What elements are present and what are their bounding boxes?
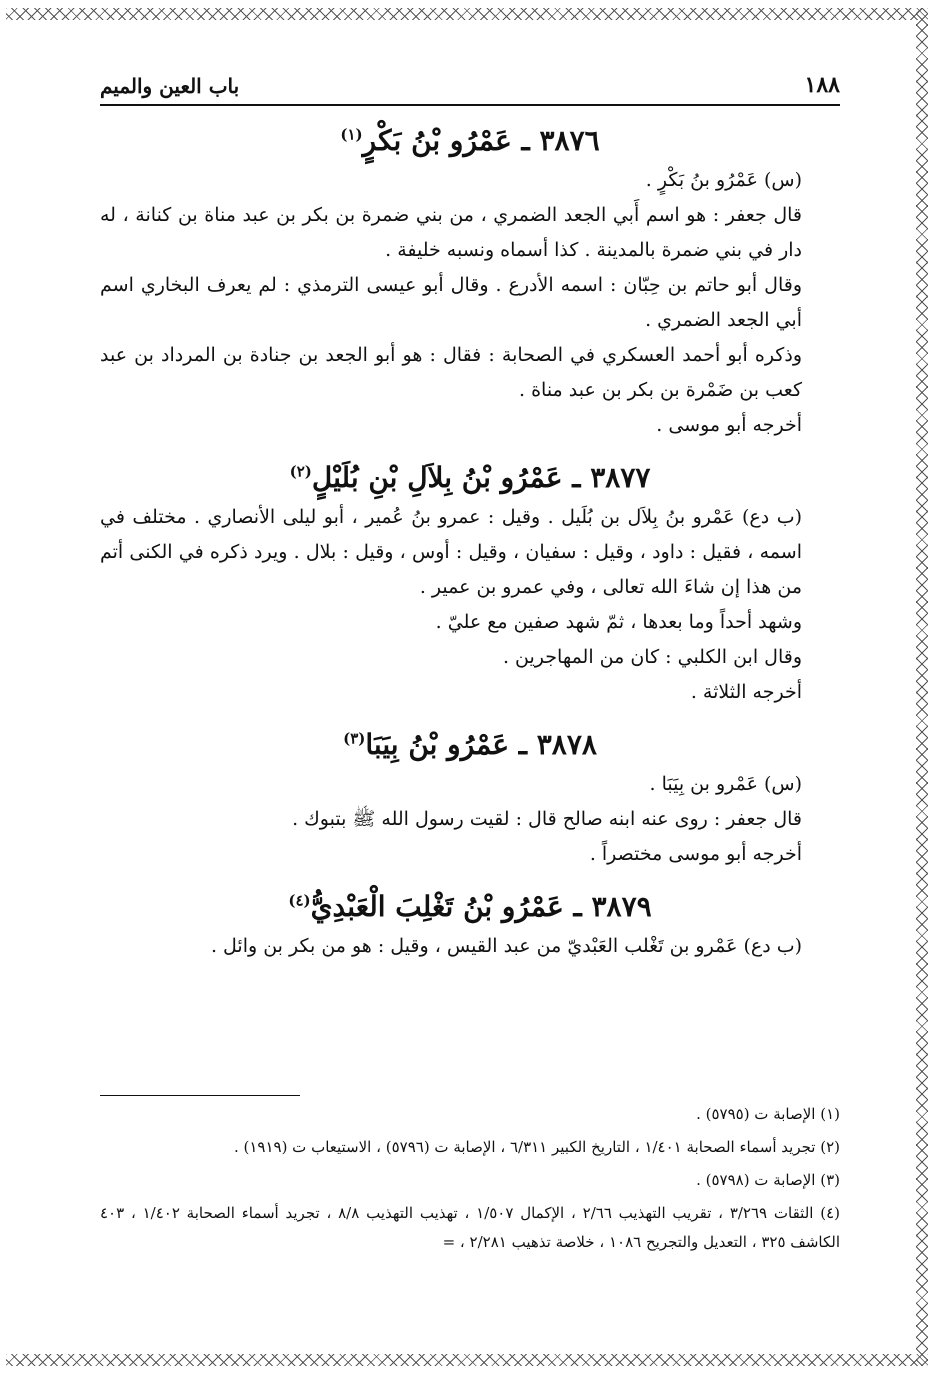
paragraph: (ب دع) عَمْرو بنُ بِلاَل بن بُلَيل . وقيل : عمرو بنُ عُمير ، أبو ليلى الأنصاري . مختلف في اسمه ، فقيل : داود ، وقيل : سفيان ، وقيل : أوس ، وقيل : بلال . ويرد ذكره في الكنى أتم من هذا إن شاءَ الله تعالى ، وفي عمرو بن عمير . (100, 506, 802, 598)
footnote: (٢) تجريد أسماء الصحابة ١/٤٠١ ، التاريخ الكبير ٦/٣١١ ، الإصابة ت (٥٧٩٦) ، الاستيعاب ت (١٩١٩) . (233, 1138, 840, 1156)
entry-title (100, 124, 840, 157)
entry-3877 (100, 461, 840, 710)
entry-title-text: ٣٨٧٩ ـ عَمْرُو بْنُ تَغْلِبَ الْعَبْدِيُّ (310, 890, 652, 923)
paragraph: (ب دع) عَمْرو بن تَغْلب العَبْديّ من عبد القيس ، وقيل : هو من بكر بن وائل . (210, 935, 802, 957)
decorative-border-right (916, 8, 928, 1366)
paragraph: أخرجه أبو موسى . (656, 414, 802, 436)
page-number: ١٨٨ (804, 72, 840, 98)
entry-3876 (100, 124, 840, 443)
footnote: (٤) الثقات ٣/٢٦٩ ، تقريب التهذيب ٢/٦٦ ، الإكمال ١/٥٠٧ ، تهذيب التهذيب ٨/٨ ، تجريد أسماء الصحابة ١/٤٠٢ ، ٤٠٣ الكاشف ٣٢٥ ، التعديل والتجريح ١٠٨٦ ، خلاصة تذهيب ٢/٢٨١ ، = (100, 1204, 840, 1251)
entry-title (100, 728, 840, 761)
entry-3879 (100, 890, 840, 964)
paragraph: قال جعفر : روى عنه ابنه صالح قال : لقيت رسول الله ﷺ بتبوك . (292, 808, 802, 830)
paragraph: وقال أبو حاتم بن حِبّان : اسمه الأدرع . وقال أبو عيسى الترمذي : لم يعرف البخاري اسم أبي الجعد الضمري . (100, 274, 802, 331)
paragraph: (س) عَمْرو بن بِيَبَا . (649, 773, 802, 795)
paragraph: وقال ابن الكلبي : كان من المهاجرين . (502, 646, 802, 668)
paragraph: (س) عَمْرُو بنُ بَكْرٍ . (645, 169, 802, 191)
footnote-ref: (٢) (289, 462, 312, 481)
entry-title (100, 461, 840, 494)
footnote: (١) الإصابة ت (٥٧٩٥) . (696, 1105, 840, 1123)
paragraph: أخرجه الثلاثة . (690, 681, 802, 703)
footnote-ref: (٣) (343, 729, 366, 748)
entry-title-text: ٣٨٧٧ ـ عَمْرُو بْنُ بِلاَلِ بْنِ بُلَيْلٍ (311, 461, 651, 494)
footnotes (100, 1095, 840, 1257)
footnote-divider (100, 1095, 300, 1096)
decorative-border-bottom (6, 1354, 928, 1366)
entry-title (100, 890, 840, 923)
paragraph: وشهد أحداً وما بعدها ، ثمّ شهد صفين مع عليّ . (435, 611, 802, 633)
footnote-ref: (٤) (288, 891, 311, 910)
entry-title-text: ٣٨٧٨ ـ عَمْرُو بْنُ بِيَبَا (365, 728, 597, 761)
paragraph: وذكره أبو أحمد العسكري في الصحابة : فقال : هو أبو الجعد بن جنادة بن المرداد بن عبد كعب بن ضَمْرة بن بكر بن عبد مناة . (100, 344, 802, 401)
entry-3878 (100, 728, 840, 872)
footnote: (٣) الإصابة ت (٥٧٩٨) . (696, 1171, 840, 1189)
decorative-border-top (6, 8, 928, 20)
entry-title-text: ٣٨٧٦ ـ عَمْرُو بْنُ بَكْرٍ (362, 124, 600, 157)
paragraph: قال جعفر : هو اسم أَبي الجعد الضمري ، من بني ضمرة بن بكر بن عبد مناة بن كنانة ، له دار في بني ضمرة بالمدينة . كذا أسماه ونسبه خليفة . (100, 204, 802, 261)
running-title: باب العين والميم (100, 74, 240, 98)
footnote-ref: (١) (340, 125, 363, 144)
page-body (100, 60, 840, 964)
page-header (100, 60, 840, 106)
paragraph: أخرجه أبو موسى مختصراً . (589, 843, 802, 865)
